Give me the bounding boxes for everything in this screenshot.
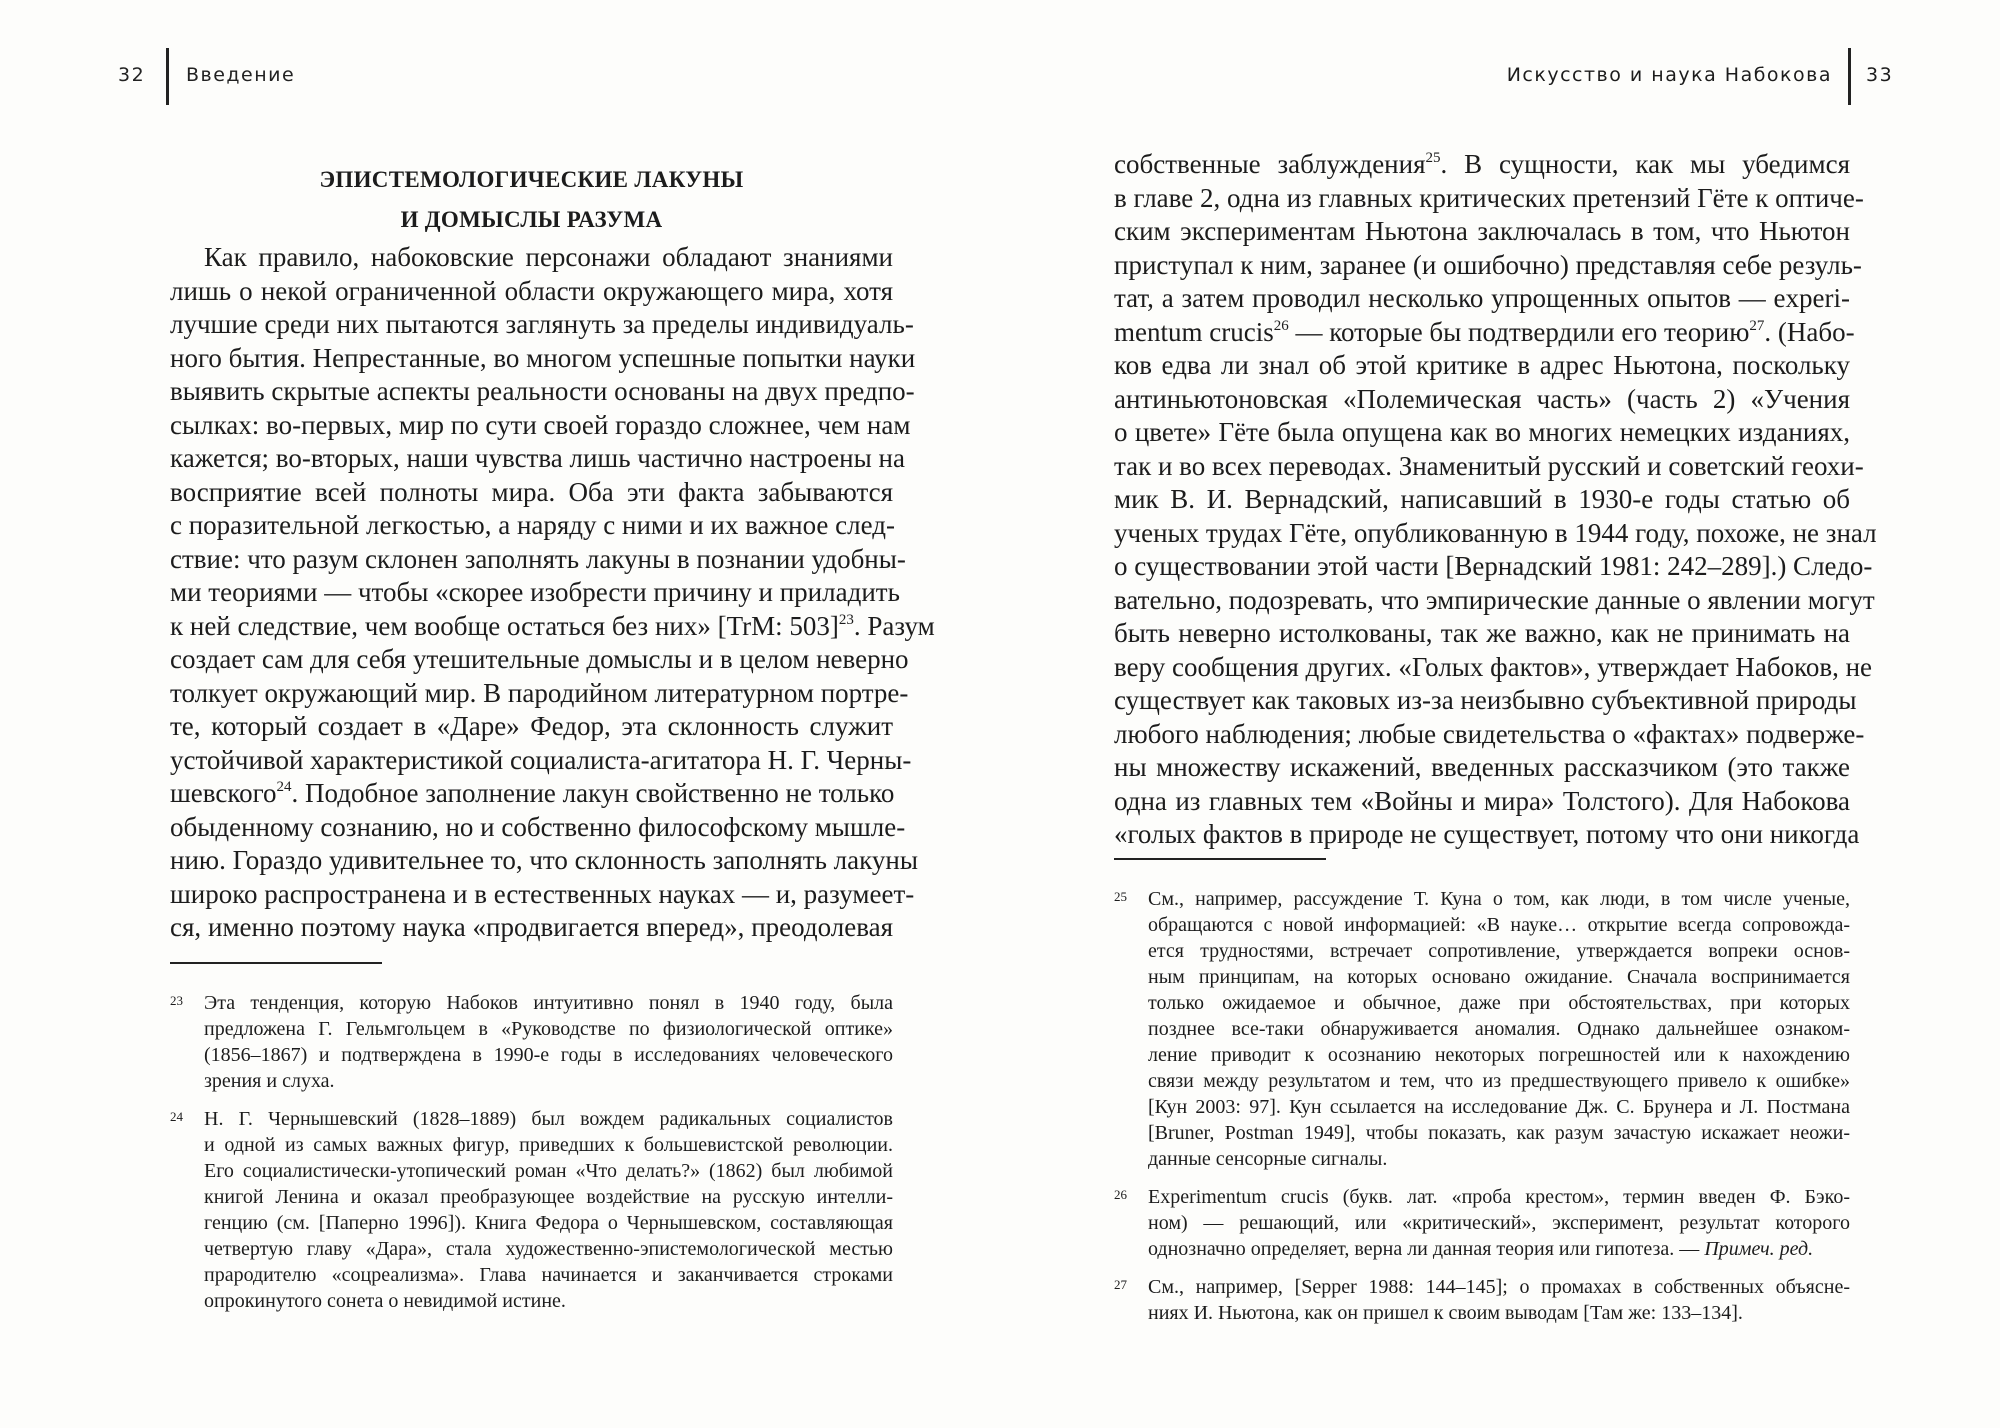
footnote-number: 27 [1114, 1277, 1127, 1292]
footnote-line: четвертую главу «Дара», стала художественно-эпистемологической местью [204, 1238, 893, 1260]
body-line: к ней следствие, чем вообще остаться без них» [TrM: 503]$^{23}$. Разум [170, 610, 935, 641]
footnote-ref-24[interactable]: 24 [276, 779, 292, 795]
footnote-line: Его социалистически-утопический роман «Что делать?» (1862) был любимой [204, 1160, 893, 1182]
body-line: в главе 2, одна из главных критических претензий Гёте к оптиче- [1114, 182, 1864, 213]
footnote-line: опрокинутого сонета о невидимой истине. [204, 1290, 566, 1312]
body-line: устойчивой характеристикой социалиста-агитатора Н. Г. Черны- [170, 744, 912, 775]
editor-note: Примеч. ред. [1704, 1238, 1814, 1260]
footnote-line: и одной из самых важных фигур, приведших к большевистской революции. [204, 1134, 893, 1156]
header-divider-left [166, 48, 169, 105]
body-line: шевского$^{24}$. Подобное заполнение лакун свойственно не только [170, 778, 895, 808]
body-line: ским экспериментам Ньютона заключалась в том, что Ньютон [1114, 216, 1850, 246]
footnote-24 [170, 1106, 893, 1314]
body-line: создает сам для себя утешительные домыслы и в целом неверно [170, 644, 909, 674]
body-line: антиньютоновская «Полемическая часть» (часть 2) «Учения [1114, 383, 1850, 414]
body-line: широко распространена и в естественных науках — и, разумеет- [170, 878, 915, 909]
body-line: сылках: во-первых, мир по сути своей гораздо сложнее, чем нам [170, 409, 911, 440]
body-line: ми теориями — чтобы «скорее изобрести причину и приладить [170, 577, 900, 607]
footnote-separator-left [170, 962, 382, 964]
footnote-line: данные сенсорные сигналы. [1148, 1148, 1388, 1170]
footnote-26 [1114, 1184, 1850, 1262]
footnote-line: ным принципам, на которых основано ожидание. Сначала воспринимается [1148, 966, 1850, 988]
body-line: о цвете» Гёте была опущена как во многих немецких изданиях, [1114, 417, 1850, 447]
body-line: обыденному сознанию, но и собственно философскому мышле- [170, 811, 906, 842]
body-line: ного бытия. Непрестанные, во многом успешные попытки науки [170, 342, 916, 373]
footnote-ref-26[interactable]: 26 [1273, 317, 1289, 334]
footnote-line: генцию (см. [Паперно 1996]). Книга Федора о Чернышевском, составляющая [204, 1212, 893, 1234]
footnote-line: позднее все-таки обнаруживается аномалия. Однако дальнейшее ознаком- [1148, 1018, 1850, 1040]
body-line: одна из главных тем «Войны и мира» Толстого). Для Набокова [1114, 785, 1850, 816]
body-line: веру сообщения других. «Голых фактов», утверждает Набоков, не [1114, 651, 1873, 682]
body-line: восприятие всей полноты мира. Оба эти факта забываются [170, 476, 893, 507]
body-line: ков едва ли знал об этой критике в адрес Ньютона, поскольку [1114, 350, 1850, 380]
footnote-ref-27[interactable]: 27 [1749, 317, 1765, 334]
footnote-line: Н. Г. Чернышевский (1828–1889) был вождем радикальных социалистов [204, 1108, 893, 1130]
body-line: собственные заблуждения$^{25}$. В сущности, как мы убедимся [1114, 149, 1850, 179]
body-line: о существовании этой части [Вернадский 1981: 242–289].) Следо- [1114, 551, 1873, 581]
body-line: так и во всех переводах. Знаменитый русский и советский геохи- [1114, 450, 1864, 481]
page-number-right: 33 [1866, 64, 1894, 86]
footnote-line: предложена Г. Гельмгольцем в «Руководстве по физиологической оптике» [204, 1018, 893, 1040]
body-text-right [1114, 148, 1877, 852]
footnote-line: ление приводит к осознанию некоторых погрешностей или к нахождению [1148, 1044, 1850, 1066]
footnote-line: См., например, рассуждение Т. Куна о том, как люди, в том числе ученые, [1148, 888, 1850, 910]
footnote-line: [Bruner, Postman 1949], чтобы показать, как разум зачастую искажает неожи- [1148, 1122, 1850, 1144]
body-line: mentum crucis$^{26}$ — которые бы подтвердили его теорию$^{27}$. (Набо- [1114, 316, 1855, 347]
body-line: нию. Гораздо удивительнее то, что склонность заполнять лакуны [170, 845, 918, 875]
header-divider-right [1848, 48, 1851, 105]
body-line: приступал к ним, заранее (и ошибочно) представляя себе резуль- [1114, 249, 1862, 280]
page-number-left: 32 [118, 64, 146, 86]
body-text-left [170, 241, 935, 945]
footnote-line: однозначно определяет, верна ли данная теория или гипотеза. — Примеч. ред. [1148, 1238, 1814, 1260]
footnote-23 [170, 990, 893, 1094]
footnote-line: только ожидаемое и обычное, даже при обстоятельствах, при которых [1148, 992, 1850, 1014]
body-line: вательно, подозревать, что эмпирические данные о явлении могут [1114, 584, 1875, 615]
footnote-line: Эта тенденция, которую Набоков интуитивно понял в 1940 году, была [204, 992, 893, 1014]
footnote-line: Experimentum crucis (букв. лат. «проба крестом», термин введен Ф. Бэко- [1148, 1186, 1850, 1208]
footnotes-left [170, 990, 893, 1326]
footnotes-right [1114, 886, 1850, 1338]
body-line: кажется; во-вторых, наши чувства лишь частично настроены на [170, 443, 905, 473]
footnote-25 [1114, 886, 1850, 1172]
body-line: лишь о некой ограниченной области окружающего мира, хотя [170, 275, 893, 306]
body-line: Как правило, набоковские персонажи обладают знаниями [204, 242, 893, 272]
body-line: быть неверно истолкованы, так же важно, как не принимать на [1114, 618, 1850, 648]
section-heading-line-1: ЭПИСТЕМОЛОГИЧЕСКИЕ ЛАКУНЫ [319, 167, 744, 192]
footnote-line: связи между результатом и тем, что из предшествующего привело к ошибке» [1148, 1070, 1850, 1092]
footnote-line: зрения и слуха. [204, 1070, 335, 1092]
body-line: любого наблюдения; любые свидетельства о «фактах» подверже- [1114, 718, 1865, 749]
body-line: существует как таковых из-за неизбывно субъективной природы [1114, 685, 1857, 715]
footnote-27 [1114, 1274, 1850, 1326]
footnote-separator-right [1114, 858, 1326, 860]
body-line: «голых фактов в природе не существует, потому что они никогда [1114, 819, 1860, 849]
footnote-ref-23[interactable]: 23 [838, 611, 854, 628]
running-title-right: Искусство и наука Набокова [1506, 64, 1832, 86]
footnote-line: ном) — решающий, или «критический», эксперимент, результат которого [1148, 1212, 1850, 1234]
footnote-line: обращаются с новой информацией: «В науке… открытие всегда сопровожда- [1148, 914, 1850, 936]
body-line: те, который создает в «Даре» Федор, эта склонность служит [170, 711, 893, 741]
footnote-line: книгой Ленина и оказал преобразующее воздействие на русскую интелли- [204, 1186, 893, 1208]
body-line: лучшие среди них пытаются заглянуть за пределы индивидуаль- [170, 309, 914, 339]
footnote-line: ется трудностями, встречает сопротивление, утверждается вопреки основ- [1148, 940, 1850, 962]
body-line: мик В. И. Вернадский, написавший в 1930-е годы статью об [1114, 484, 1850, 514]
body-line: толкует окружающий мир. В пародийном литературном портре- [170, 677, 909, 708]
footnote-number: 25 [1114, 889, 1127, 904]
body-line: ученых трудах Гёте, опубликованную в 1944 году, похоже, не знал [1114, 517, 1877, 548]
section-heading [170, 160, 893, 240]
footnote-ref-25[interactable]: 25 [1425, 150, 1441, 166]
body-line: ся, именно поэтому наука «продвигается вперед», преодолевая [170, 912, 893, 942]
footnote-number: 26 [1114, 1187, 1127, 1202]
footnote-line: См., например, [Sepper 1988: 144–145]; о промахах в собственных объясне- [1148, 1276, 1850, 1298]
footnote-number: 24 [170, 1109, 183, 1124]
running-title-left: Введение [186, 64, 296, 86]
footnote-line: ниях И. Ньютона, как он пришел к своим выводам [Там же: 133–134]. [1148, 1302, 1743, 1324]
body-line: тат, а затем проводил несколько упрощенных опытов — experi- [1114, 283, 1850, 313]
footnote-line: прародителю «соцреализма». Глава начинается и заканчивается строками [204, 1264, 893, 1286]
body-line: ны множеству искажений, введенных рассказчиком (это также [1114, 752, 1850, 782]
section-heading-line-2: И ДОМЫСЛЫ РАЗУМА [400, 207, 663, 232]
body-line: с поразительной легкостью, а наряду с ними и их важное след- [170, 510, 895, 540]
body-line: ствие: что разум склонен заполнять лакуны в познании удобны- [170, 543, 906, 574]
footnote-number: 23 [170, 993, 183, 1008]
footnote-line: (1856–1867) и подтверждена в 1990-е годы в исследованиях человеческого [204, 1044, 893, 1066]
body-line: выявить скрытые аспекты реальности основаны на двух предпо- [170, 376, 915, 406]
footnote-line: [Кун 2003: 97]. Кун ссылается на исследование Дж. С. Брунера и Л. Постмана [1148, 1096, 1850, 1118]
